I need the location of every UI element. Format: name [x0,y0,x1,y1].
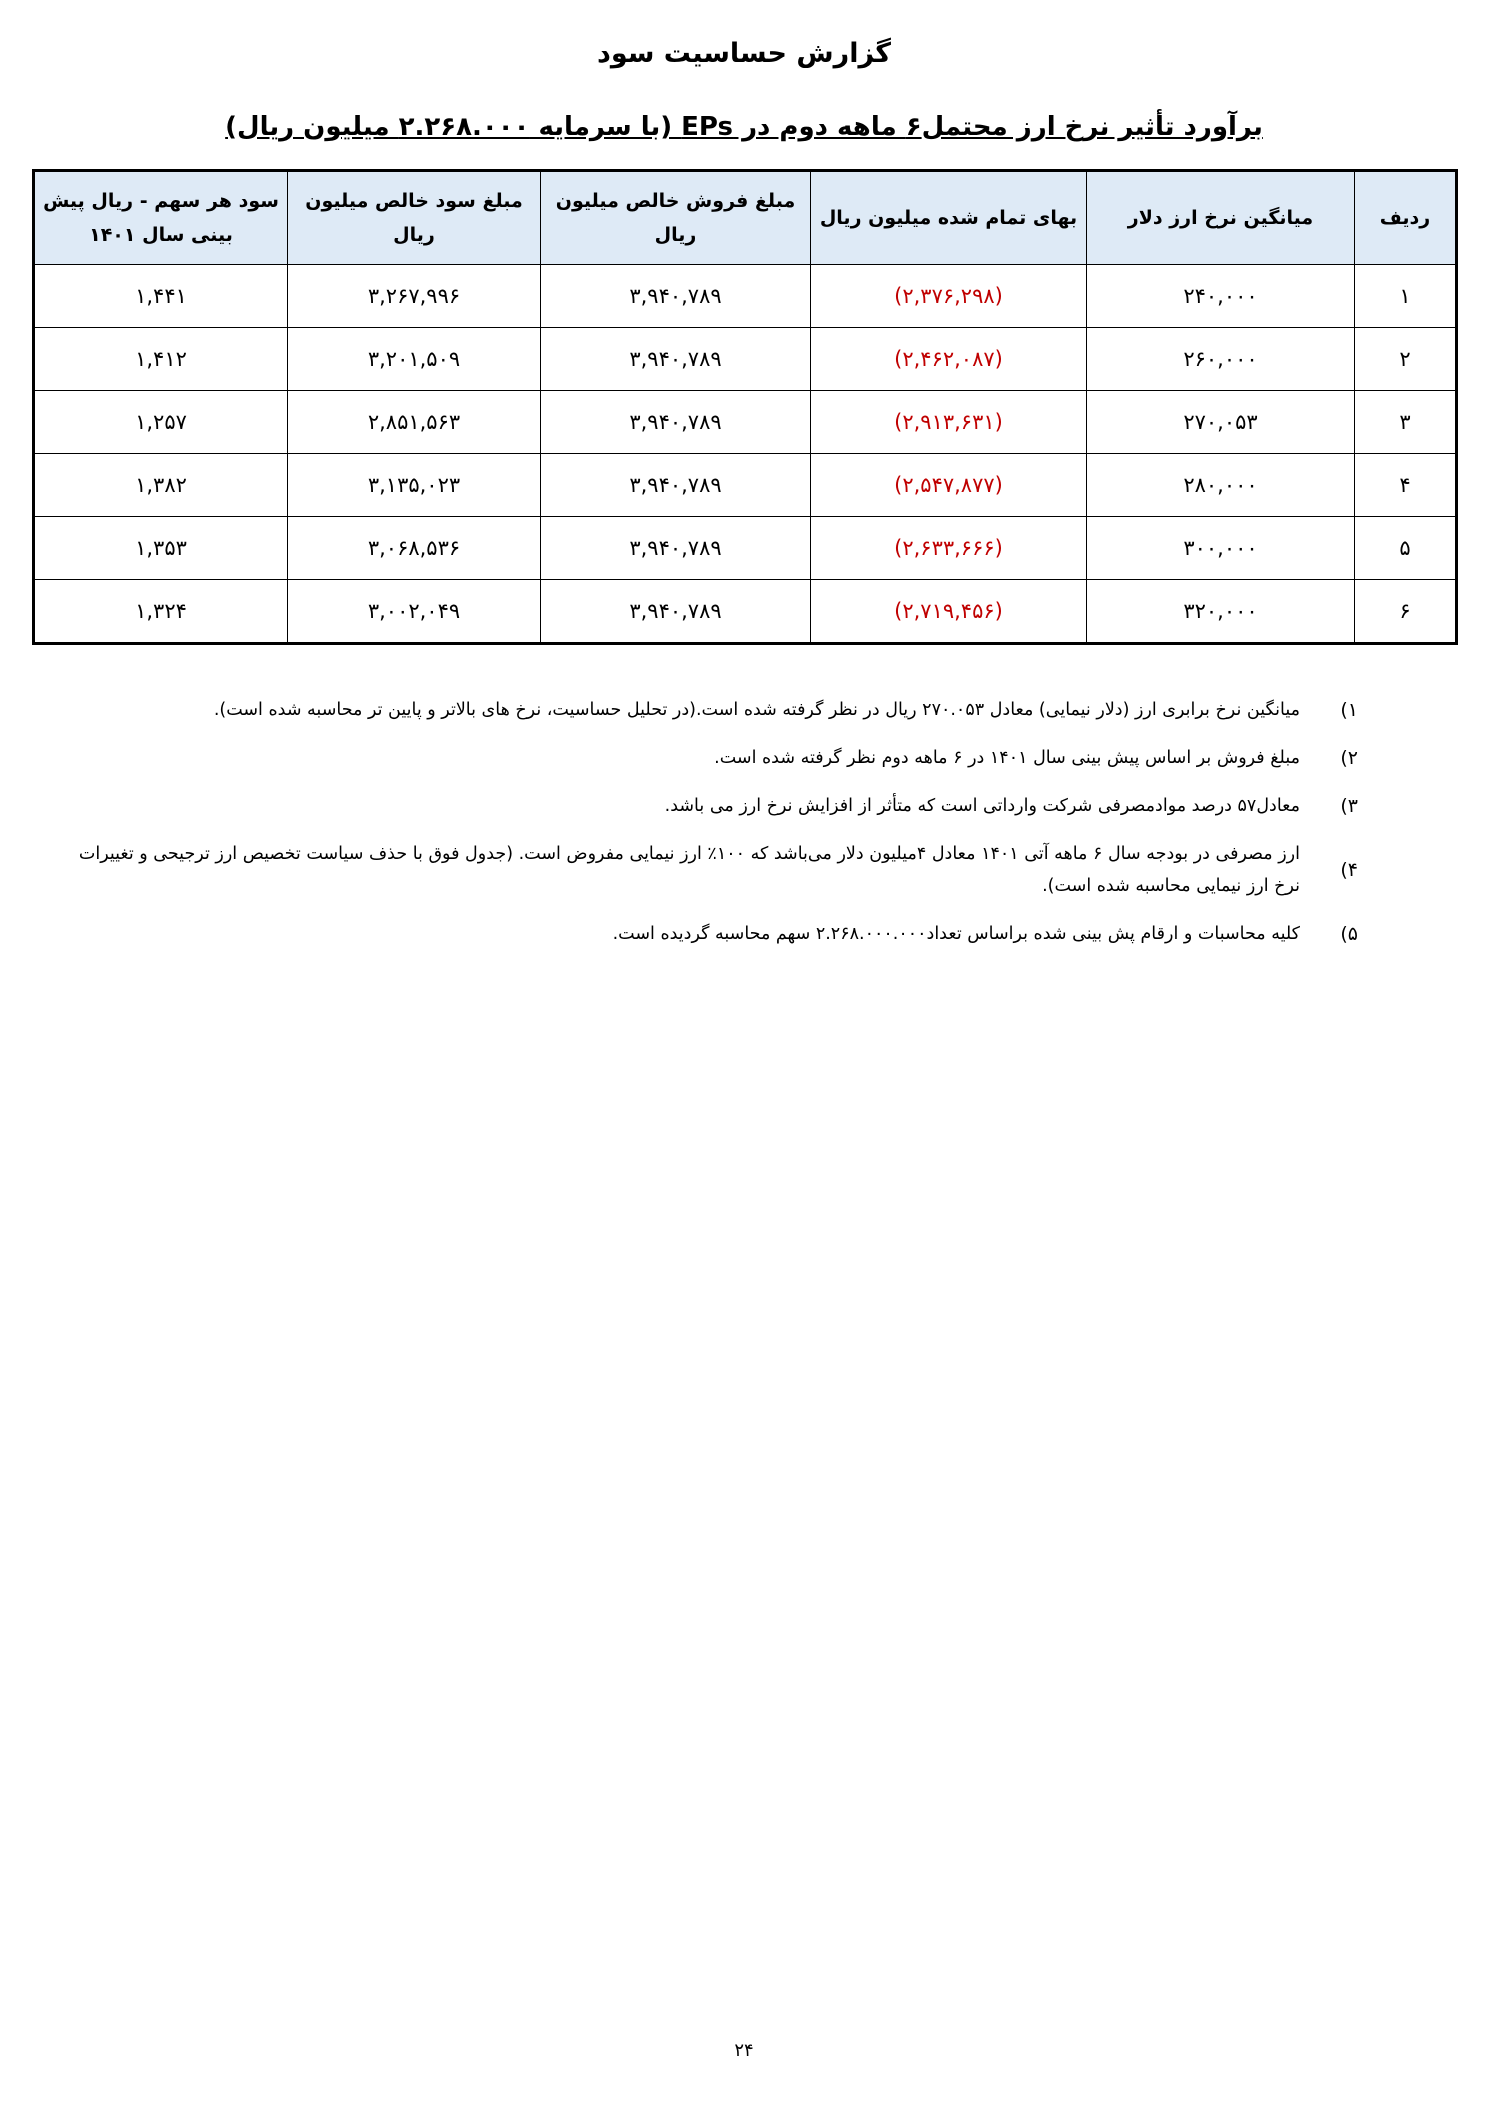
note-number: ۵) [1340,923,1358,945]
note-number: ۲) [1340,747,1358,769]
note-item [52,790,1358,822]
cell-row-number: ۴ [1355,454,1457,517]
col-header-net-sales: مبلغ فروش خالص میلیون ریال [541,171,811,265]
cell-row-number: ۶ [1355,580,1457,644]
cell-cost: (۲,۶۳۳,۶۶۶) [811,517,1087,580]
note-text: کلیه محاسبات و ارقام پش بینی شده براساس تعداد۲.۲۶۸.۰۰۰.۰۰۰ سهم محاسبه گردیده است. [612,924,1300,944]
table-header-row [34,171,1457,265]
cell-eps: ۱,۳۸۲ [34,454,288,517]
table-row [34,391,1457,454]
cell-net-sales: ۳,۹۴۰,۷۸۹ [541,265,811,328]
cell-exchange-rate: ۳۲۰,۰۰۰ [1087,580,1355,644]
col-header-exchange-rate: میانگین نرخ ارز دلار [1087,171,1355,265]
cell-net-profit: ۳,۰۰۲,۰۴۹ [288,580,541,644]
cell-cost: (۲,۹۱۳,۶۳۱) [811,391,1087,454]
col-header-net-profit: مبلغ سود خالص میلیون ریال [288,171,541,265]
page-number: ۲۴ [734,2040,754,2061]
col-header-row-number: ردیف [1355,171,1457,265]
note-number: ۳) [1340,795,1358,817]
sensitivity-table [32,169,1458,645]
notes-list [52,694,1358,966]
cell-net-sales: ۳,۹۴۰,۷۸۹ [541,328,811,391]
cell-net-sales: ۳,۹۴۰,۷۸۹ [541,580,811,644]
table-row [34,580,1457,644]
cell-cost: (۲,۵۴۷,۸۷۷) [811,454,1087,517]
cell-cost: (۲,۷۱۹,۴۵۶) [811,580,1087,644]
table-row [34,517,1457,580]
table-row [34,265,1457,328]
note-number: ۱) [1340,699,1358,721]
cell-net-sales: ۳,۹۴۰,۷۸۹ [541,454,811,517]
cell-net-profit: ۳,۲۰۱,۵۰۹ [288,328,541,391]
cell-net-profit: ۲,۸۵۱,۵۶۳ [288,391,541,454]
cell-row-number: ۳ [1355,391,1457,454]
cell-exchange-rate: ۲۴۰,۰۰۰ [1087,265,1355,328]
note-item [52,742,1358,774]
page-title: گزارش حساسیت سود [597,38,891,69]
note-item [52,694,1358,726]
note-text: میانگین نرخ برابری ارز (دلار نیمایی) معادل ۲۷۰.۰۵۳ ریال در نظر گرفته شده است.(در تحلیل حساسیت، نرخ های بالاتر و پایین تر محاسبه شده است). [213,700,1300,720]
cell-net-sales: ۳,۹۴۰,۷۸۹ [541,391,811,454]
cell-cost: (۲,۴۶۲,۰۸۷) [811,328,1087,391]
table-row [34,328,1457,391]
note-text: معادل۵۷ درصد موادمصرفی شرکت وارداتی است که متأثر از افزایش نرخ ارز می باشد. [664,796,1300,816]
cell-row-number: ۱ [1355,265,1457,328]
cell-exchange-rate: ۲۷۰,۰۵۳ [1087,391,1355,454]
note-text: مبلغ فروش بر اساس پیش بینی سال ۱۴۰۱ در ۶ ماهه دوم نظر گرفته شده است. [714,748,1300,768]
table-caption: برآورد تأثیر نرخ ارز محتمل۶ ماهه دوم در EPs (با سرمایه ۲.۲۶۸.۰۰۰ میلیون ریال) [225,112,1263,142]
cell-cost: (۲,۳۷۶,۲۹۸) [811,265,1087,328]
table-row [34,454,1457,517]
note-number: ۴) [1340,859,1358,881]
col-header-cost: بهای تمام شده میلیون ریال [811,171,1087,265]
cell-net-profit: ۳,۰۶۸,۵۳۶ [288,517,541,580]
note-text: ارز مصرفی در بودجه سال ۶ ماهه آتی ۱۴۰۱ معادل ۴میلیون دلار می‌باشد که ۱۰۰٪ ارز نیمایی مفروض است. (جدول فوق با حذف سیاست تخصیص ارز ترجیحی و تغییرات نرخ ارز نیمایی محاسبه شده است). [78,844,1300,896]
cell-exchange-rate: ۲۸۰,۰۰۰ [1087,454,1355,517]
cell-row-number: ۲ [1355,328,1457,391]
cell-exchange-rate: ۳۰۰,۰۰۰ [1087,517,1355,580]
cell-exchange-rate: ۲۶۰,۰۰۰ [1087,328,1355,391]
cell-net-sales: ۳,۹۴۰,۷۸۹ [541,517,811,580]
note-item [52,918,1358,950]
cell-eps: ۱,۳۲۴ [34,580,288,644]
cell-eps: ۱,۳۵۳ [34,517,288,580]
cell-row-number: ۵ [1355,517,1457,580]
note-item [52,838,1358,902]
cell-net-profit: ۳,۱۳۵,۰۲۳ [288,454,541,517]
cell-eps: ۱,۲۵۷ [34,391,288,454]
cell-eps: ۱,۴۱۲ [34,328,288,391]
cell-net-profit: ۳,۲۶۷,۹۹۶ [288,265,541,328]
col-header-eps: سود هر سهم - ریال پیش بینی سال ۱۴۰۱ [34,171,288,265]
cell-eps: ۱,۴۴۱ [34,265,288,328]
